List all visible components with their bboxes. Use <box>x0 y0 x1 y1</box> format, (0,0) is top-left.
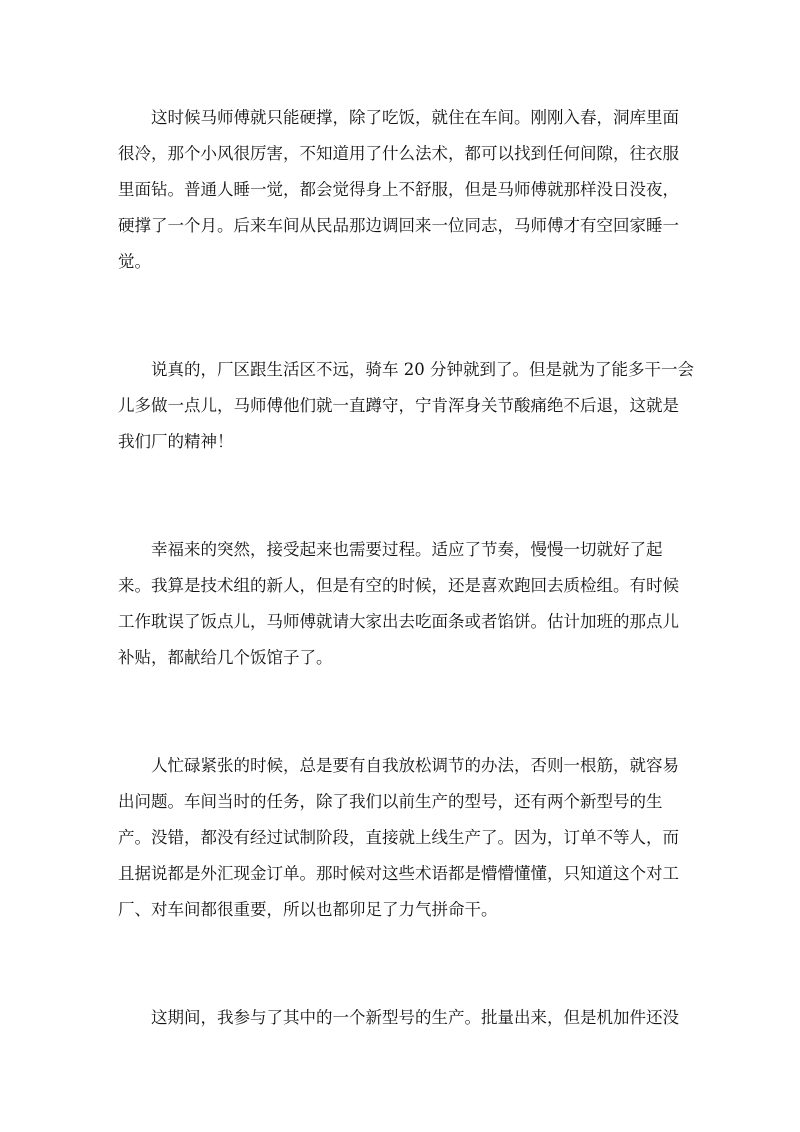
paragraph-line: 产。没错，都没有经过试制阶段，直接就上线生产了。因为，订单不等人，而 <box>118 828 679 847</box>
paragraph-5 <box>118 1000 684 1036</box>
paragraph-line: 儿多做一点儿，马师傅他们就一直蹲守，宁肯浑身关节酸痛绝不后退，这就是 <box>118 396 679 415</box>
paragraph-line: 来。我算是技术组的新人，但是有空的时候，还是喜欢跑回去质检组。有时候 <box>118 576 679 595</box>
paragraph-line: 我们厂的精神！ <box>118 432 234 451</box>
paragraph-spacer <box>118 676 684 748</box>
paragraph-2 <box>118 352 694 460</box>
paragraph-line: 很冷，那个小风很厉害，不知道用了什么法术，都可以找到任何间隙，往衣服 <box>118 144 679 163</box>
paragraph-4 <box>118 748 684 928</box>
paragraph-spacer <box>118 460 684 532</box>
paragraph-1 <box>118 100 684 280</box>
paragraph-line: 补贴，都献给几个饭馆子了。 <box>118 648 333 667</box>
paragraph-line: 厂、对车间都很重要，所以也都卯足了力气拼命干。 <box>118 900 498 919</box>
paragraph-3 <box>118 532 684 676</box>
paragraph-spacer <box>118 928 684 1000</box>
paragraph-line: 且据说都是外汇现金订单。那时候对这些术语都是懵懵懂懂，只知道这个对工 <box>118 864 679 883</box>
paragraph-line: 觉。 <box>118 252 151 271</box>
paragraph-line: 说真的，厂区跟生活区不远，骑车 20 分钟就到了。但是就为了能多干一会 <box>151 360 694 379</box>
paragraph-line: 幸福来的突然，接受起来也需要过程。适应了节奏，慢慢一切就好了起 <box>151 540 663 559</box>
paragraph-line: 出问题。车间当时的任务，除了我们以前生产的型号，还有两个新型号的生 <box>118 792 663 811</box>
paragraph-line: 里面钻。普通人睡一觉，都会觉得身上不舒服，但是马师傅就那样没日没夜， <box>118 180 679 199</box>
paragraph-line: 硬撑了一个月。后来车间从民品那边调回来一位同志，马师傅才有空回家睡一 <box>118 216 679 235</box>
paragraph-spacer <box>118 280 684 352</box>
paragraph-line: 这时候马师傅就只能硬撑，除了吃饭，就住在车间。刚刚入春，洞库里面 <box>151 108 679 127</box>
paragraph-line: 工作耽误了饭点儿，马师傅就请大家出去吃面条或者馅饼。估计加班的那点儿 <box>118 612 679 631</box>
paragraph-line: 这期间，我参与了其中的一个新型号的生产。批量出来，但是机加件还没 <box>151 1008 679 1027</box>
document-body <box>118 100 694 1036</box>
paragraph-line: 人忙碌紧张的时候，总是要有自我放松调节的办法，否则一根筋，就容易 <box>151 756 679 775</box>
